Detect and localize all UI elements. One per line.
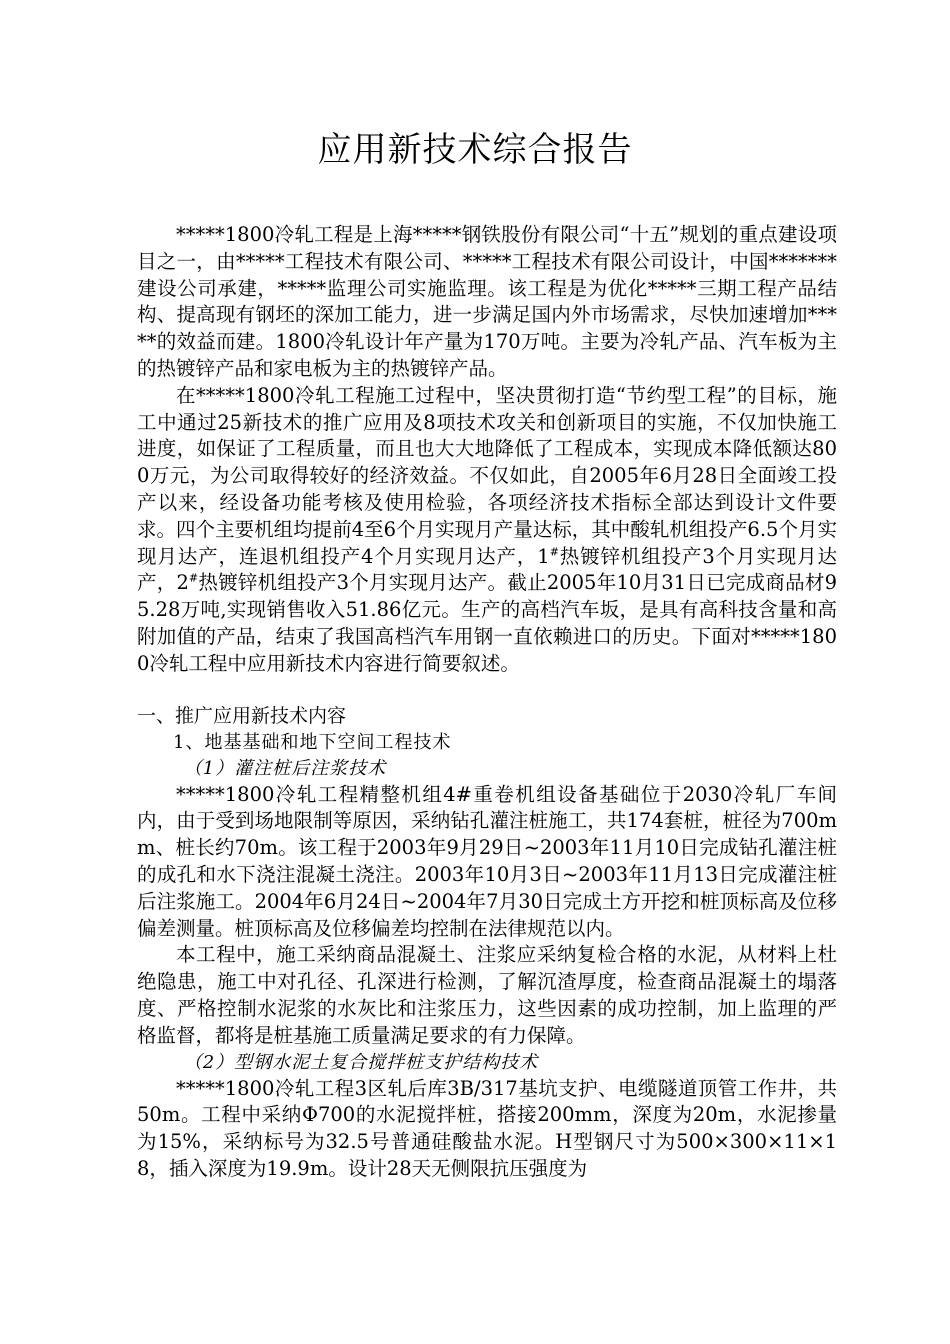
paragraph-text: 热镀锌机组投产3个月实现月达产。截止2005年10月31日已完成商品材95.28万吨,实现销售收入51.86亿元。生产的高档汽车坂，是具有高科技含量和高附加值的产品，结束了我国高档汽车用钢一直依赖进口的历史。下面对*****1800冷轧工程中应用新技术内容进行简要叙述。 [137, 571, 837, 675]
item-heading: （2）型钢水泥土复合搅拌桩支护结构技术 [183, 1051, 539, 1073]
item1-paragraph-2: 本工程中，施工采纳商品混凝土、注浆应采纳复检合格的水泥，从材料上杜绝隐患，施工中对孔径、孔深进行检测，了解沉渣厚度，检查商品混凝土的塌落度、严格控制水泥浆的水灰比和注浆压力，这些因素的成功控制，加上监理的严格监督，都将是桩基施工质量满足要求的有力保障。 [137, 943, 837, 1047]
intro-paragraph-2 [137, 383, 837, 678]
paragraph-text: 热镀锌机组投产3个月实现月达产，2 [137, 544, 837, 595]
document-body [137, 222, 837, 1183]
number-sign-superscript: # [549, 545, 559, 559]
intro-paragraph-1: *****1800冷轧工程是上海*****钢铁股份有限公司“十五”规划的重点建设项目之一，由*****工程技术有限公司、*****工程技术有限公司设计，中国*******建设公司承建，*****监理公司实施监理。该工程是为优化*****三期工程产品结构、提高现有钢坯的深加工能力，进一步满足国内外市场需求，尽快加速增加*****的效益而建。1800冷轧设计年产量为170万吨。主要为冷轧产品、汽车板为主的热镀锌产品和家电板为主的热镀锌产品。 [137, 223, 837, 380]
item2-paragraph-1: *****1800冷轧工程3区轧后库3B/317基坑支护、电缆隧道顶管工作井，共50m。工程中采纳Φ700的水泥搅拌桩，搭接200mm，深度为20m，水泥掺量为15%，采纳标号为32.5号普通硅酸盐水泥。H型钢尺寸为500×300×11×18，插入深度为19.9m。设计28天无侧限抗压强度为 [137, 1076, 837, 1180]
number-sign-superscript: # [188, 571, 199, 585]
document-title: 应用新技术综合报告 [317, 130, 633, 170]
paragraph-text: 在*****1800冷轧工程施工过程中，坚决贯彻打造“节约型工程”的目标，施工中通过25新技术的推广应用及8项技术攻关和创新项目的实施，不仅加快施工进度，如保证了工程质量，而且也大大地降低了工程成本，实现成本降低额达800万元，为公司取得较好的经济效益。不仅如此，自2005年6月28日全面竣工投产以来，经设备功能考核及使用检验，各项经济技术指标全部达到设计文件要求。四个主要机组均提前4至6个月实现月产量达标，其中酸轧机组投产6.5个月实现月达产，连退机组投产4个月实现月达产，1 [137, 383, 837, 568]
item-heading: （1）灌注桩后注浆技术 [183, 757, 387, 779]
subsection-heading: 1、地基基础和地下空间工程技术 [173, 731, 452, 753]
section-heading: 一、推广应用新技术内容 [137, 704, 347, 727]
item1-paragraph-1: *****1800冷轧工程精整机组4#重卷机组设备基础位于2030冷轧厂车间内，由于受到场地限制等原因，采纳钻孔灌注桩施工，共174套桩，桩径为700mm、桩长约70m。该工程于2003年9月29日~2003年11月10日完成钻孔灌注桩的成孔和水下浇注混凝土浇注。2003年10月3日~2003年11月13日完成灌注桩后注浆施工。2004年6月24日~2004年7月30日完成土方开挖和桩顶标高及位移偏差测量。桩顶标高及位移偏差均控制在法律规范以内。 [137, 782, 837, 940]
